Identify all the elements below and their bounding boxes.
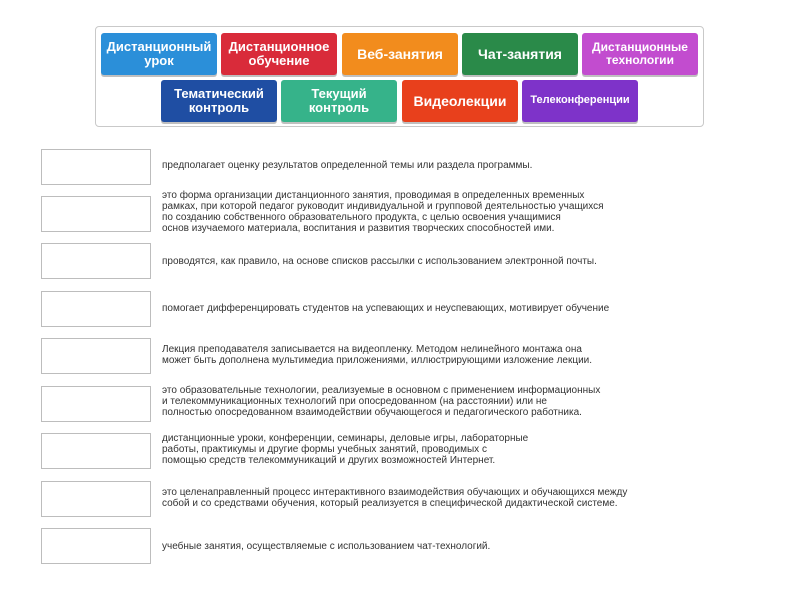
definition-text-6: это образовательные технологии, реализуемые в основном с применением информационных и телекоммуникационных технологий при опосредованном (на расстоянии) или не полностью опосредованном взаимодействии обучающегося и педагогического работника.	[162, 385, 601, 418]
tile-teleconferences[interactable]: Телеконференции	[522, 80, 638, 122]
tile-web-classes[interactable]: Веб-занятия	[342, 33, 458, 75]
definition-text-3: проводятся, как правило, на основе списков рассылки с использованием электронной почты.	[162, 256, 597, 267]
drop-slot-1[interactable]	[41, 149, 151, 185]
drop-slot-6[interactable]	[41, 386, 151, 422]
drop-slot-2[interactable]	[41, 196, 151, 232]
tile-chat-classes[interactable]: Чат-занятия	[462, 33, 578, 75]
tile-thematic-control[interactable]: Тематический контроль	[161, 80, 277, 122]
definition-text-5: Лекция преподавателя записывается на видеопленку. Методом нелинейного монтажа она может быть дополнена мультимедиа приложениями, иллюстрирующими изложение лекции.	[162, 344, 593, 366]
drop-slot-7[interactable]	[41, 433, 151, 469]
tile-distance-learning[interactable]: Дистанционное обучение	[221, 33, 337, 75]
definition-text-9: учебные занятия, осуществляемые с использованием чат-технологий.	[162, 541, 491, 552]
tile-video-lectures[interactable]: Видеолекции	[402, 80, 518, 122]
tile-distance-technologies[interactable]: Дистанционные технологии	[582, 33, 698, 75]
definition-text-8: это целенаправленный процесс интерактивного взаимодействия обучающих и обучающихся между собой и со средствами обучения, который реализуется в специфической дидактической системе.	[162, 487, 628, 509]
tile-current-control[interactable]: Текущий контроль	[281, 80, 397, 122]
drop-slot-8[interactable]	[41, 481, 151, 517]
definition-text-1: предполагает оценку результатов определенной темы или раздела программы.	[162, 160, 533, 171]
drop-slot-5[interactable]	[41, 338, 151, 374]
drop-slot-9[interactable]	[41, 528, 151, 564]
definition-text-4: помогает дифференцировать студентов на успевающих и неуспевающих, мотивирует обучение	[162, 303, 610, 314]
definition-text-7: дистанционные уроки, конференции, семинары, деловые игры, лабораторные работы, практикумы и другие формы учебных занятий, проводимых с помощью средств телекоммуникаций и других возможностей Интернет.	[162, 433, 529, 466]
drop-slot-4[interactable]	[41, 291, 151, 327]
definition-text-2: это форма организации дистанционного занятия, проводимая в определенных временных рамках, при которой педагог руководит индивидуальной и групповой деятельностью учащихся по созданию собственного образовательного продукта, с целью освоения учащимися основ изучаемого материала, воспитания и развития творческих способностей ими.	[162, 190, 604, 234]
tile-distance-lesson[interactable]: Дистанционный урок	[101, 33, 217, 75]
drop-slot-3[interactable]	[41, 243, 151, 279]
